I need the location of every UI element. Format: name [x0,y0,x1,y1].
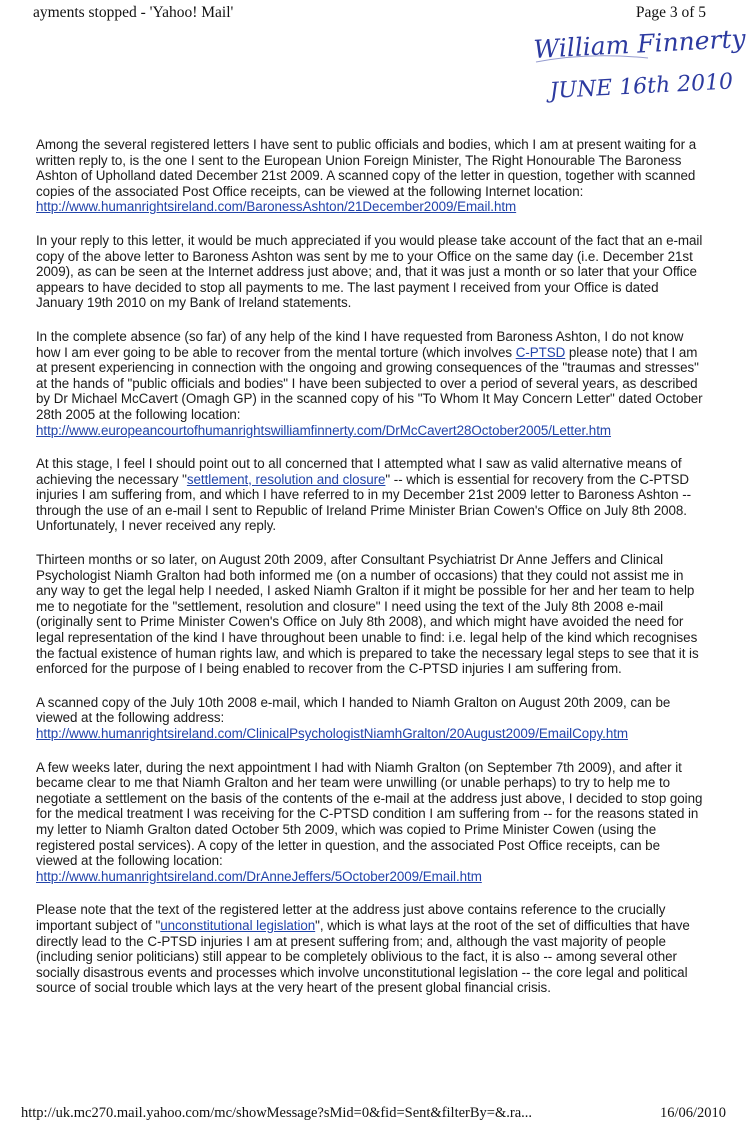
letter-body [36,137,704,1014]
svg-text:JUNE 16th 2010: JUNE 16th 2010 [549,69,734,104]
link-niamh-gralton-email[interactable]: http://www.humanrightsireland.com/ClinicalPsychologistNiamhGralton/20August2009/EmailCopy.htm [36,726,629,741]
link-unconstitutional-legislation[interactable]: unconstitutional legislation [160,917,316,933]
paragraph-text: Please note that the text of the registered letter at the address just above contains reference to the crucially important subject of " [36,902,666,933]
paragraph-cptsd [36,329,704,438]
footer-date: 16/06/2010 [659,1105,726,1121]
handwritten-signature [528,22,747,110]
paragraph-text: At this stage, I feel I should point out to all concerned that I attempted what I saw as valid alternative means of achieving the necessary " [36,456,682,487]
paragraph-unconstitutional [36,902,704,996]
link-dr-anne-jeffers[interactable]: http://www.humanrightsireland.com/DrAnneJeffers/5October2009/Email.htm [36,868,482,884]
paragraph-text: In your reply to this letter, it would be much appreciated if you would please take account of the fact that an e-mail copy of the above letter to Baroness Ashton was sent by me to your Office on the same day (i.e. December 21st 2009), as can be seen at the Internet address just above; and, that it was just a month or so later that your Office appears to have decided to stop all payments to me. The last payment I received from your Office is dated January 19th 2010 on my Bank of Ireland statements. [36,232,703,311]
page-number: Page 3 of 5 [635,4,706,21]
paragraph-text: Among the several registered letters I have sent to public officials and bodies, which I am at present waiting for a written reply to, is the one I sent to the European Union Foreign Minister, The Right Honourable The Baroness Ashton of Upholland dated December 21st 2009. A scanned copy of the letter in question, together with scanned copies of the associated Post Office receipts, can be viewed at the following Internet location: [36,137,697,199]
link-baroness-ashton[interactable]: http://www.humanrightsireland.com/BaronessAshton/21December2009/Email.htm [36,199,517,215]
link-cptsd[interactable]: C-PTSD [515,344,566,360]
paragraph-few-weeks-later [36,760,704,885]
paragraph-email-copy [36,695,704,742]
paragraph-text: " -- which is essential for recovery from the C-PTSD injuries I am suffering from, and which I have referred to in my December 21st 2009 letter to Baroness Ashton -- through the use of an e-mail I sent to Republic of Ireland Prime Minister Brian Cowen's Office on July 8th 2008. Unfortunately, I never received any reply. [36,471,692,534]
svg-text:William Finnerty: William Finnerty [532,23,747,64]
paragraph-text: A scanned copy of the July 10th 2008 e-mail, which I handed to Niamh Gralton on August 20th 2009, can be viewed at the following address: [36,694,671,726]
paragraph-text: A few weeks later, during the next appointment I had with Niamh Gralton (on September 7th 2009), and after it became clear to me that Niamh Gralton and her team were unwilling (or unable perhaps) to try to help me to negotiate a settlement on the basis of the contents of the e-mail at the address just above, I decided to stop going for the medical treatment I was receiving for the C-PTSD condition I am suffering from -- for the reasons stated in my letter to Niamh Gralton dated October 5th 2009, which was copied to Prime Minister Cowen (using the registered postal services). A copy of the letter in question, and the associated Post Office receipts, can be viewed at the following location: [36,759,703,869]
paragraph-thirteen-months [36,552,704,677]
paragraph-settlement [36,456,704,534]
link-settlement-resolution-closure[interactable]: settlement, resolution and closure [186,471,386,487]
paragraph-text: Thirteen months or so later, on August 20th 2009, after Consultant Psychiatrist Dr Anne Jeffers and Clinical Psychologist Niamh Gralton had both informed me (on a number of occasions) that they could not assist me in any way to get the legal help I needed, I asked Niamh Gralton if it might be possible for her and her team to help me to negotiate for the "settlement, resolution and closure" I need using the text of the July 8th 2008 e-mail (originally sent to Prime Minister Cowen's Office on July 8th 2008), and which might have avoided the need for legal representation of the kind I have throughout been unable to find: i.e. legal help of the kind which recognises the factual existence of human rights law, and which is prepared to take the necessary legal steps to see that it is enforced for the purpose of I being enabled to recover from the C-PTSD injuries I am suffering from. [36,552,699,677]
paragraph-ashton-letter [36,137,704,215]
footer-url: http://uk.mc270.mail.yahoo.com/mc/showMessage?sMid=0&fid=Sent&filterBy=&.ra... [21,1105,533,1121]
link-dr-mccavert[interactable]: http://www.europeancourtofhumanrightswilliamfinnerty.com/DrMcCavert28October2005/Letter.htm [36,422,611,438]
page-header-title: ayments stopped - 'Yahoo! Mail' [33,4,234,21]
paragraph-text: please note) that I am at present experiencing in connection with the ongoing and growing consequences of the "traumas and stresses" at the hands of "public officials and bodies" I have been subjected to over a period of several years, as described by Dr Michael McCavert (Omagh GP) in the scanned copy of his "To Whom It May Concern Letter" dated October 28th 2005 at the following location: [36,344,703,422]
paragraph-reply-request [36,233,704,311]
paragraph-text: ", which is what lays at the root of the set of difficulties that have directly lead to the C-PTSD injuries I am at present suffering from; and, although the vast majority of people (including senior politicians) still appear to be completely oblivious to the fact, it is also -- among several other socially disastrous events and processes which involve unconstitutional legislation -- the core legal and political source of social trouble which lays at the very heart of the present global financial crisis. [36,917,690,996]
paragraph-text: In the complete absence (so far) of any help of the kind I have requested from Baroness Ashton, I do not know how I am ever going to be able to recover from the mental torture (which involves [36,328,684,360]
